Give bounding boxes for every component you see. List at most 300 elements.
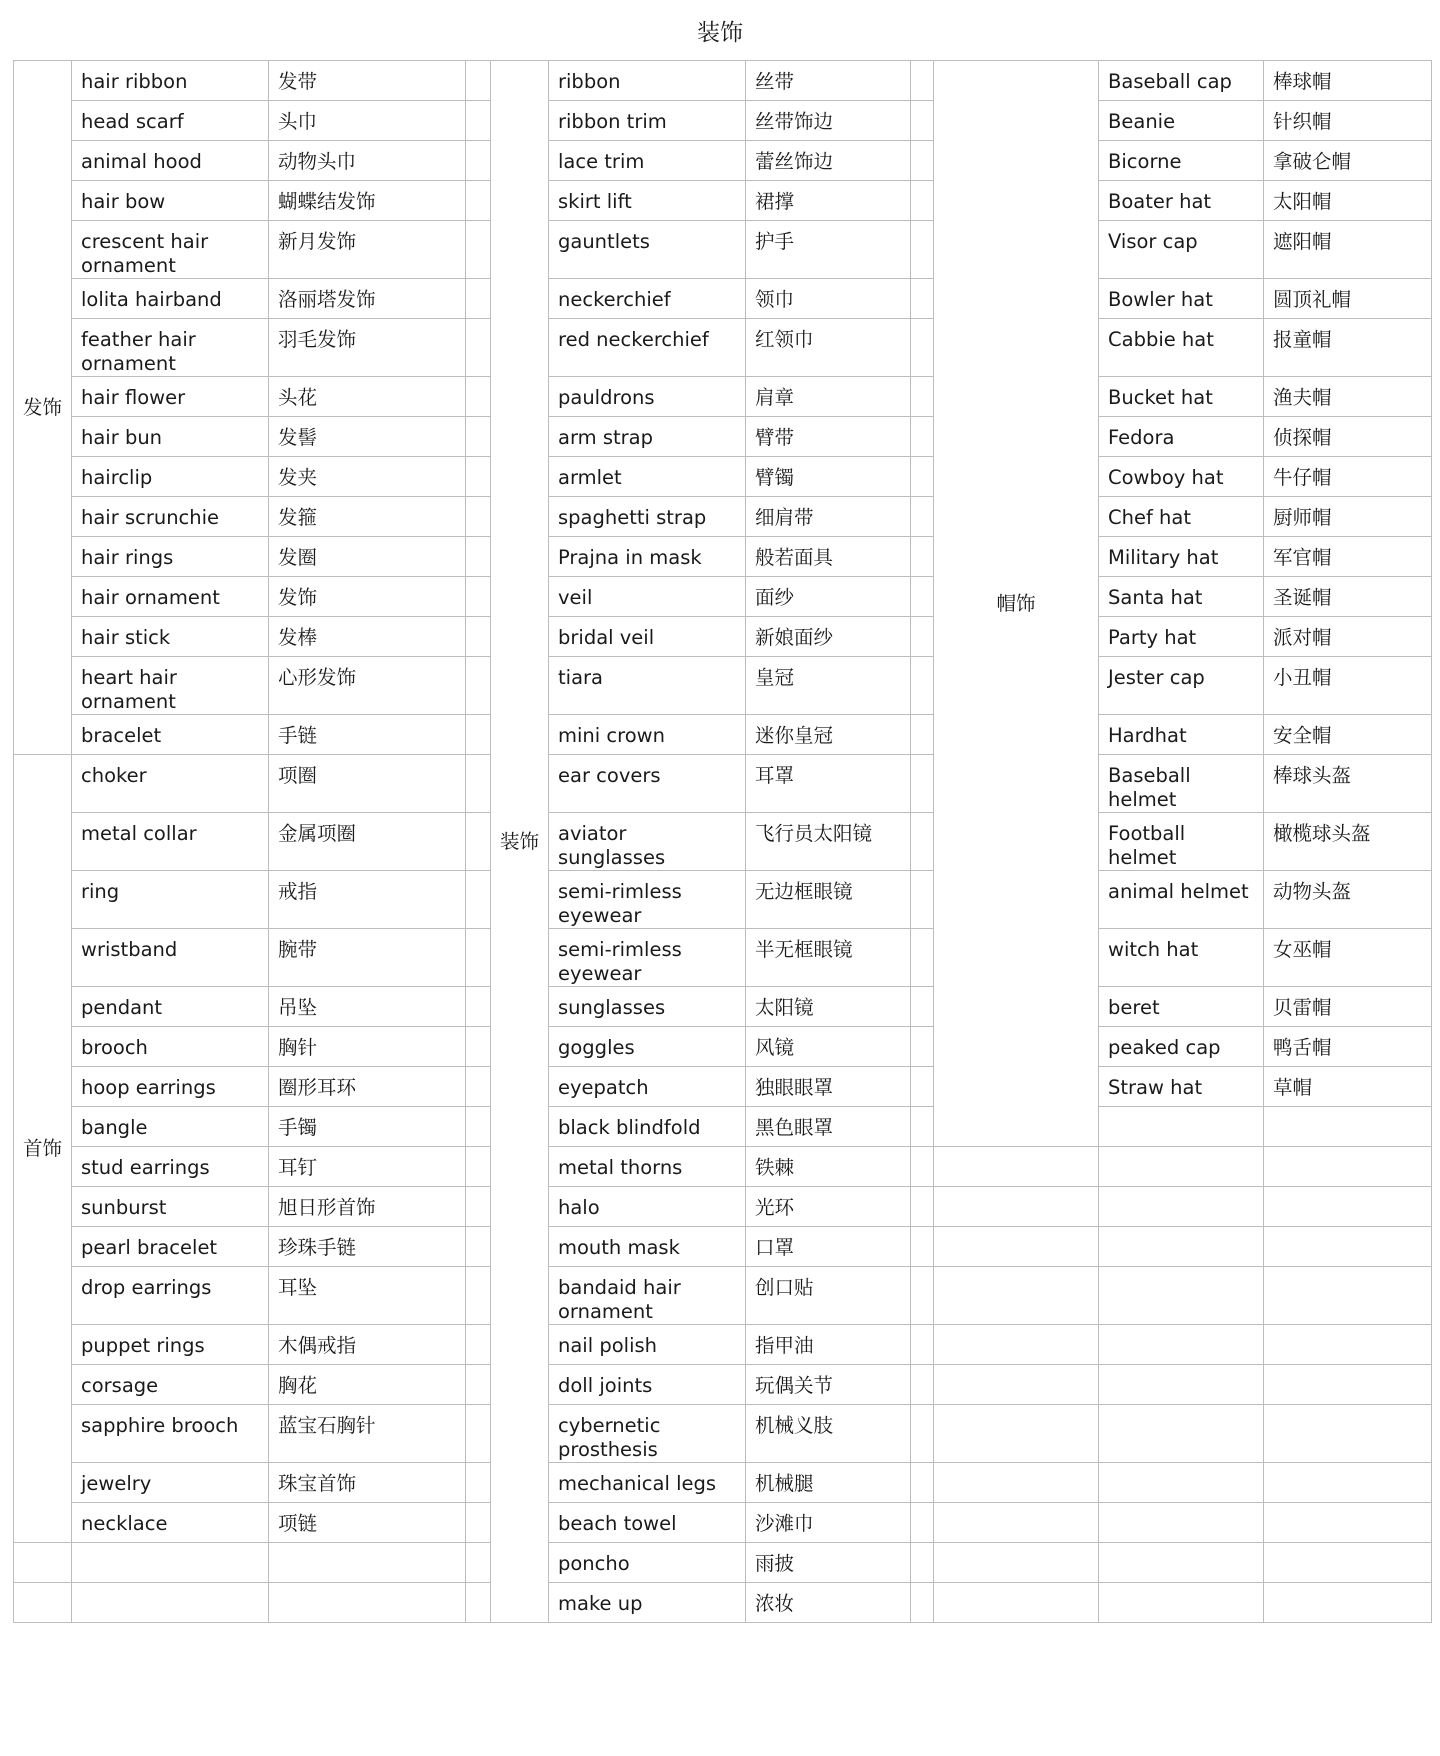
group-label-empty: [934, 1463, 1099, 1503]
term-en: [72, 1365, 269, 1405]
table-row: [14, 813, 1432, 871]
term-zh-text: 蓝宝石胸针: [278, 1414, 376, 1437]
table-row: [14, 497, 1432, 537]
term-en: [1099, 715, 1264, 755]
term-en: [72, 617, 269, 657]
term-zh: [269, 1543, 466, 1583]
term-zh: [746, 101, 911, 141]
term-zh: [1264, 1543, 1432, 1583]
table-row: [14, 1107, 1432, 1147]
table-row: [14, 279, 1432, 319]
term-zh: [1264, 1267, 1432, 1325]
term-en: [549, 1227, 746, 1267]
term-en: [549, 1325, 746, 1365]
term-en: [1099, 377, 1264, 417]
spacer-cell: [466, 755, 491, 813]
spacer-cell: [466, 1503, 491, 1543]
term-en-text: hair ornament: [81, 586, 220, 609]
term-zh-text: 安全帽: [1273, 724, 1332, 747]
term-zh: [746, 1027, 911, 1067]
term-zh-text: 头巾: [278, 110, 318, 133]
term-zh: [1264, 1405, 1432, 1463]
spacer-cell: [466, 377, 491, 417]
spacer-cell: [911, 221, 934, 279]
term-en-text: sapphire brooch: [81, 1414, 239, 1437]
spacer-cell: [911, 141, 934, 181]
spacer-cell: [911, 1325, 934, 1365]
term-en-text: bridal veil: [558, 626, 655, 649]
term-en-text: drop earrings: [81, 1276, 212, 1299]
spacer-cell: [911, 1503, 934, 1543]
term-en: [72, 715, 269, 755]
term-en: [1099, 1405, 1264, 1463]
term-zh-text: 沙滩巾: [755, 1512, 814, 1535]
term-en: [1099, 577, 1264, 617]
term-zh-text: 护手: [755, 230, 795, 253]
term-en-text: Fedora: [1108, 426, 1175, 449]
term-en: [549, 537, 746, 577]
term-en: [72, 537, 269, 577]
term-en: [1099, 1503, 1264, 1543]
term-en: [1099, 1463, 1264, 1503]
table-row: [14, 537, 1432, 577]
term-zh: [746, 755, 911, 813]
term-zh: [1264, 987, 1432, 1027]
term-zh: [269, 1227, 466, 1267]
term-zh-text: 领巾: [755, 288, 795, 311]
term-en-text: Beanie: [1108, 110, 1176, 133]
group-label-empty: [934, 1583, 1099, 1623]
spacer-cell: [466, 871, 491, 929]
term-en: [549, 181, 746, 221]
page-title: 装饰: [697, 20, 743, 46]
term-en-text: red neckerchief: [558, 328, 709, 351]
spacer-cell: [466, 1463, 491, 1503]
term-zh: [746, 537, 911, 577]
term-zh-text: 圆顶礼帽: [1273, 288, 1352, 311]
term-en-text: hoop earrings: [81, 1076, 216, 1099]
term-en-text: bandaid hair ornament: [558, 1276, 681, 1323]
term-zh: [746, 377, 911, 417]
table-row: [14, 221, 1432, 279]
table-row: [14, 1147, 1432, 1187]
term-en-text: nail polish: [558, 1334, 658, 1357]
spacer-cell: [466, 1365, 491, 1405]
term-en: [549, 715, 746, 755]
spacer-cell: [911, 61, 934, 101]
table-row: [14, 319, 1432, 377]
term-zh: [1264, 871, 1432, 929]
group-label-empty: [14, 1583, 72, 1623]
term-zh: [269, 1405, 466, 1463]
term-en: [72, 813, 269, 871]
term-en-text: pauldrons: [558, 386, 655, 409]
group-label-hair: [14, 61, 72, 755]
spacer-cell: [466, 181, 491, 221]
term-zh: [1264, 715, 1432, 755]
term-en: [1099, 101, 1264, 141]
term-zh-text: 珍珠手链: [278, 1236, 357, 1259]
term-zh-text: 发带: [278, 70, 318, 93]
term-en: [1099, 755, 1264, 813]
term-zh: [269, 279, 466, 319]
term-zh-text: 贝雷帽: [1273, 996, 1332, 1019]
term-zh: [269, 657, 466, 715]
term-zh-text: 新月发饰: [278, 230, 357, 253]
group-label-neck: [14, 755, 72, 1543]
term-en: [549, 1503, 746, 1543]
term-en: [549, 1027, 746, 1067]
spacer-cell: [911, 1187, 934, 1227]
spacer-cell: [911, 377, 934, 417]
term-zh: [1264, 929, 1432, 987]
term-en-text: necklace: [81, 1512, 168, 1535]
term-zh: [1264, 1463, 1432, 1503]
term-zh: [746, 181, 911, 221]
term-zh: [269, 577, 466, 617]
spacer-cell: [466, 1027, 491, 1067]
term-zh-text: 口罩: [755, 1236, 795, 1259]
table-row: [14, 101, 1432, 141]
spacer-cell: [911, 617, 934, 657]
term-zh: [1264, 497, 1432, 537]
spacer-cell: [911, 715, 934, 755]
term-en: [549, 1543, 746, 1583]
term-en: [72, 1267, 269, 1325]
term-zh: [269, 101, 466, 141]
term-en-text: mechanical legs: [558, 1472, 717, 1495]
term-zh-text: 吊坠: [278, 996, 318, 1019]
term-en: [72, 755, 269, 813]
spacer-cell: [911, 657, 934, 715]
group-label-hair-text: 发饰: [22, 395, 62, 419]
term-zh-text: 项链: [278, 1512, 318, 1535]
spacer-cell: [911, 457, 934, 497]
term-zh: [269, 1365, 466, 1405]
term-en-text: spaghetti strap: [558, 506, 707, 529]
term-zh-text: 肩章: [755, 386, 795, 409]
term-zh: [1264, 813, 1432, 871]
group-label-empty: [934, 1543, 1099, 1583]
term-zh: [269, 497, 466, 537]
term-en-text: hair stick: [81, 626, 171, 649]
term-zh-text: 木偶戒指: [278, 1334, 357, 1357]
term-zh-text: 心形发饰: [278, 666, 357, 689]
term-zh: [746, 1543, 911, 1583]
term-en: [549, 1067, 746, 1107]
term-en: [549, 577, 746, 617]
term-en: [72, 871, 269, 929]
term-en: [549, 101, 746, 141]
term-en: [549, 1583, 746, 1623]
table-row: [14, 929, 1432, 987]
term-en-text: Prajna in mask: [558, 546, 702, 569]
term-zh-text: 发圈: [278, 546, 318, 569]
table-row: [14, 417, 1432, 457]
term-en: [72, 657, 269, 715]
term-zh: [269, 457, 466, 497]
group-label-neck-text: 首饰: [22, 1136, 62, 1160]
term-en-text: cybernetic prosthesis: [558, 1414, 661, 1461]
spacer-cell: [911, 417, 934, 457]
spacer-cell: [911, 1405, 934, 1463]
term-en: [1099, 1543, 1264, 1583]
spacer-cell: [911, 101, 934, 141]
term-en-text: arm strap: [558, 426, 653, 449]
spacer-cell: [466, 537, 491, 577]
term-en-text: aviator sunglasses: [558, 822, 666, 869]
table-row: [14, 755, 1432, 813]
term-en: [1099, 929, 1264, 987]
term-en: [549, 497, 746, 537]
term-zh: [746, 457, 911, 497]
term-en: [1099, 319, 1264, 377]
term-zh: [269, 715, 466, 755]
spacer-cell: [466, 497, 491, 537]
table-row: [14, 1365, 1432, 1405]
term-en: [1099, 417, 1264, 457]
group-label-decor: [491, 61, 549, 1623]
group-label-hat: [934, 61, 1099, 1147]
term-en-text: choker: [81, 764, 147, 787]
term-zh-text: 胸花: [278, 1374, 318, 1397]
term-zh-text: 丝带饰边: [755, 110, 834, 133]
table-row: [14, 987, 1432, 1027]
term-en-text: beret: [1108, 996, 1160, 1019]
term-en: [1099, 1365, 1264, 1405]
term-zh: [269, 417, 466, 457]
term-zh-text: 铁棘: [755, 1156, 795, 1179]
term-zh-text: 头花: [278, 386, 318, 409]
term-en: [72, 497, 269, 537]
term-en-text: tiara: [558, 666, 603, 689]
term-en-text: Santa hat: [1108, 586, 1203, 609]
term-en-text: brooch: [81, 1036, 148, 1059]
table-row: [14, 181, 1432, 221]
term-zh-text: 腕带: [278, 938, 318, 961]
group-label-empty: [934, 1325, 1099, 1365]
term-zh: [746, 1187, 911, 1227]
term-en: [72, 221, 269, 279]
term-en-text: Boater hat: [1108, 190, 1212, 213]
spacer-cell: [466, 61, 491, 101]
table-row: [14, 657, 1432, 715]
term-en-text: semi-rimless eyewear: [558, 880, 682, 927]
term-zh: [1264, 1583, 1432, 1623]
table-row: [14, 1227, 1432, 1267]
group-label-empty: [14, 1543, 72, 1583]
term-zh-text: 独眼眼罩: [755, 1076, 834, 1099]
term-en-text: Football helmet: [1108, 822, 1186, 869]
term-en: [1099, 221, 1264, 279]
term-zh-text: 玩偶关节: [755, 1374, 834, 1397]
spacer-cell: [911, 755, 934, 813]
term-zh: [746, 1267, 911, 1325]
spacer-cell: [466, 101, 491, 141]
term-en-text: peaked cap: [1108, 1036, 1221, 1059]
term-en: [1099, 1147, 1264, 1187]
term-en: [549, 813, 746, 871]
term-en-text: bracelet: [81, 724, 162, 747]
term-en: [549, 755, 746, 813]
term-zh: [269, 617, 466, 657]
term-zh: [746, 497, 911, 537]
spacer-cell: [466, 221, 491, 279]
spacer-cell: [911, 577, 934, 617]
group-label-empty: [934, 1267, 1099, 1325]
term-en: [549, 457, 746, 497]
spacer-cell: [911, 1583, 934, 1623]
term-en-text: head scarf: [81, 110, 184, 133]
term-zh: [746, 1227, 911, 1267]
term-zh-text: 鸭舌帽: [1273, 1036, 1332, 1059]
term-en: [72, 181, 269, 221]
term-en-text: feather hair ornament: [81, 328, 196, 375]
term-en-text: semi-rimless eyewear: [558, 938, 682, 985]
term-en-text: animal helmet: [1108, 880, 1249, 903]
term-zh-text: 创口贴: [755, 1276, 814, 1299]
term-zh-text: 针织帽: [1273, 110, 1332, 133]
term-en: [1099, 279, 1264, 319]
spacer-cell: [466, 141, 491, 181]
term-zh: [269, 1503, 466, 1543]
term-zh: [1264, 577, 1432, 617]
term-zh-text: 报童帽: [1273, 328, 1332, 351]
spacer-cell: [911, 1227, 934, 1267]
term-en: [72, 1325, 269, 1365]
term-zh: [1264, 279, 1432, 319]
spacer-cell: [911, 279, 934, 319]
spacer-cell: [466, 929, 491, 987]
table-row: [14, 1583, 1432, 1623]
term-zh-text: 厨师帽: [1273, 506, 1332, 529]
term-zh: [269, 1583, 466, 1623]
term-en: [72, 1463, 269, 1503]
term-zh: [1264, 101, 1432, 141]
term-zh-text: 半无框眼镜: [755, 938, 853, 961]
spacer-cell: [466, 279, 491, 319]
term-en: [72, 1067, 269, 1107]
spacer-cell: [466, 1583, 491, 1623]
term-zh-text: 橄榄球头盔: [1273, 822, 1371, 845]
term-zh-text: 黑色眼罩: [755, 1116, 834, 1139]
group-label-empty: [934, 1405, 1099, 1463]
term-en-text: Military hat: [1108, 546, 1219, 569]
term-zh-text: 臂带: [755, 426, 795, 449]
term-en: [1099, 181, 1264, 221]
spacer-cell: [466, 1267, 491, 1325]
group-label-empty: [934, 1187, 1099, 1227]
term-en: [72, 1147, 269, 1187]
spacer-cell: [466, 987, 491, 1027]
term-en: [72, 319, 269, 377]
table-row: [14, 1503, 1432, 1543]
term-en: [72, 1543, 269, 1583]
term-en: [72, 1583, 269, 1623]
term-zh-text: 发箍: [278, 506, 318, 529]
term-en: [1099, 1227, 1264, 1267]
term-zh-text: 蕾丝饰边: [755, 150, 834, 173]
term-en-text: metal thorns: [558, 1156, 683, 1179]
term-en-text: metal collar: [81, 822, 197, 845]
term-zh-text: 圈形耳环: [278, 1076, 357, 1099]
term-zh-text: 红领巾: [755, 328, 814, 351]
term-en: [549, 377, 746, 417]
term-zh: [1264, 1107, 1432, 1147]
term-zh: [746, 1405, 911, 1463]
term-zh: [269, 929, 466, 987]
term-en-text: make up: [558, 1592, 643, 1615]
term-zh: [746, 1365, 911, 1405]
term-en: [72, 929, 269, 987]
term-en: [1099, 141, 1264, 181]
term-zh-text: 面纱: [755, 586, 795, 609]
vocabulary-table: [13, 60, 1432, 1623]
term-en: [1099, 497, 1264, 537]
spacer-cell: [466, 1067, 491, 1107]
term-en-text: animal hood: [81, 150, 202, 173]
term-zh: [1264, 657, 1432, 715]
term-zh: [746, 61, 911, 101]
term-zh-text: 风镜: [755, 1036, 795, 1059]
term-en: [549, 319, 746, 377]
term-en-text: armlet: [558, 466, 622, 489]
term-zh: [269, 755, 466, 813]
term-en-text: hair bun: [81, 426, 163, 449]
term-zh-text: 手镯: [278, 1116, 318, 1139]
spacer-cell: [911, 181, 934, 221]
term-zh-text: 太阳镜: [755, 996, 814, 1019]
term-en: [72, 1227, 269, 1267]
term-en: [549, 1365, 746, 1405]
term-en: [549, 221, 746, 279]
term-zh-text: 珠宝首饰: [278, 1472, 357, 1495]
spacer-cell: [911, 1027, 934, 1067]
term-en-text: Straw hat: [1108, 1076, 1203, 1099]
term-zh: [269, 377, 466, 417]
term-en: [72, 1107, 269, 1147]
term-zh-text: 金属项圈: [278, 822, 357, 845]
spacer-cell: [466, 813, 491, 871]
table-row: [14, 1267, 1432, 1325]
term-en-text: neckerchief: [558, 288, 671, 311]
term-zh-text: 侦探帽: [1273, 426, 1332, 449]
term-en-text: sunglasses: [558, 996, 666, 1019]
term-zh-text: 军官帽: [1273, 546, 1332, 569]
term-zh: [746, 279, 911, 319]
term-zh: [746, 417, 911, 457]
term-en: [1099, 1027, 1264, 1067]
term-zh: [746, 813, 911, 871]
term-zh: [1264, 617, 1432, 657]
term-en: [72, 1503, 269, 1543]
term-zh-text: 耳钉: [278, 1156, 318, 1179]
term-zh: [1264, 755, 1432, 813]
table-row: [14, 1187, 1432, 1227]
table-row: [14, 141, 1432, 181]
term-zh: [269, 537, 466, 577]
term-zh: [746, 657, 911, 715]
term-en: [549, 987, 746, 1027]
term-en: [72, 417, 269, 457]
term-en: [72, 457, 269, 497]
spacer-cell: [466, 1405, 491, 1463]
spacer-cell: [466, 1147, 491, 1187]
term-zh: [1264, 221, 1432, 279]
term-zh: [269, 1325, 466, 1365]
term-en: [72, 101, 269, 141]
term-en-text: goggles: [558, 1036, 635, 1059]
